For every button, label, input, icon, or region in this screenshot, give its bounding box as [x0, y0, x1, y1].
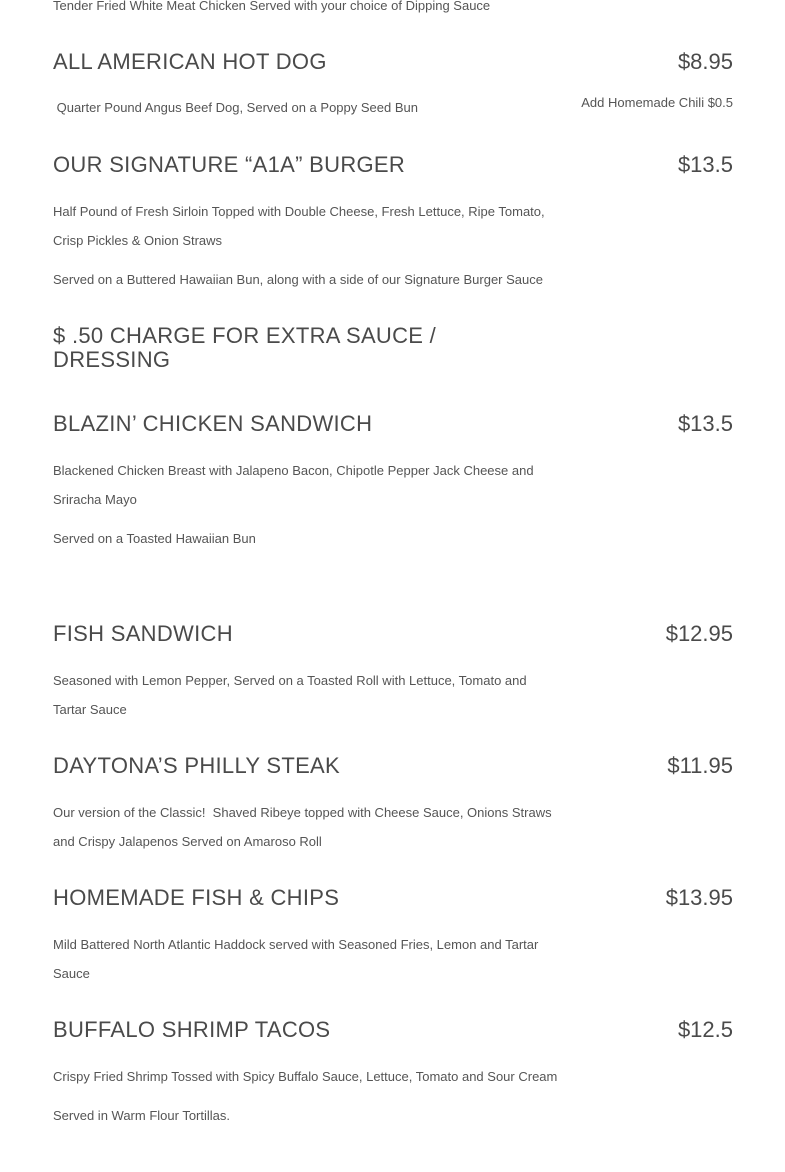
menu-note-extra-sauce — [53, 324, 733, 376]
item-description: Seasoned with Lemon Pepper, Served on a Toasted Roll with Lettuce, Tomato and Tartar Sauce — [53, 673, 527, 717]
item-addon: Add Homemade Chili $0.5 — [581, 95, 733, 110]
menu-item-philly-steak — [53, 753, 733, 863]
item-title: BLAZIN’ CHICKEN SANDWICH — [53, 411, 373, 436]
item-description: Our version of the Classic! Shaved Ribeye topped with Cheese Sauce, Onions Straws and Crispy Jalapenos Served on Amaroso Roll — [53, 805, 556, 849]
item-title: DAYTONA’S PHILLY STEAK — [53, 753, 340, 778]
item-title: HOMEMADE FISH & CHIPS — [53, 885, 340, 910]
item-price: $13.5 — [677, 152, 733, 177]
item-price: $11.95 — [667, 753, 733, 778]
menu-item-fish-sandwich — [53, 621, 733, 731]
item-description: Served in Warm Flour Tortillas. — [53, 1108, 230, 1123]
item-price: $12.95 — [665, 621, 733, 646]
menu-item-fish-and-chips — [53, 885, 733, 995]
item-description: Served on a Toasted Hawaiian Bun — [53, 531, 256, 546]
item-description: Served on a Buttered Hawaiian Bun, along with a side of our Signature Burger Sauce — [53, 272, 543, 287]
item-description: Blackened Chicken Breast with Jalapeno Bacon, Chipotle Pepper Jack Cheese and Sriracha Mayo — [53, 463, 534, 507]
menu-item-signature-burger — [53, 152, 733, 302]
item-title: ALL AMERICAN HOT DOG — [53, 49, 327, 74]
item-price: $13.95 — [665, 885, 733, 910]
item-description: Crispy Fried Shrimp Tossed with Spicy Buffalo Sauce, Lettuce, Tomato and Sour Cream — [53, 1069, 558, 1084]
item-title: FISH SANDWICH — [53, 621, 233, 646]
menu-item-buffalo-shrimp-tacos — [53, 1017, 733, 1147]
item-price: $12.5 — [677, 1017, 733, 1042]
item-description: Tender Fried White Meat Chicken Served with your choice of Dipping Sauce — [53, 0, 491, 13]
item-price: $8.95 — [677, 49, 733, 74]
item-description: Mild Battered North Atlantic Haddock served with Seasoned Fries, Lemon and Tartar Sauce — [53, 937, 539, 981]
menu-item-hot-dog — [53, 49, 733, 129]
item-description: Quarter Pound Angus Beef Dog, Served on a Poppy Seed Bun — [53, 100, 418, 115]
item-title: $ .50 CHARGE FOR EXTRA SAUCE / DRESSING — [53, 323, 437, 372]
item-description: Half Pound of Fresh Sirloin Topped with Double Cheese, Fresh Lettuce, Ripe Tomato, Crisp Pickles & Onion Straws — [53, 204, 545, 248]
item-price: $13.5 — [677, 411, 733, 436]
item-title: BUFFALO SHRIMP TACOS — [53, 1017, 331, 1042]
item-title: OUR SIGNATURE “A1A” BURGER — [53, 152, 406, 177]
menu-item-blazin-chicken — [53, 411, 733, 561]
